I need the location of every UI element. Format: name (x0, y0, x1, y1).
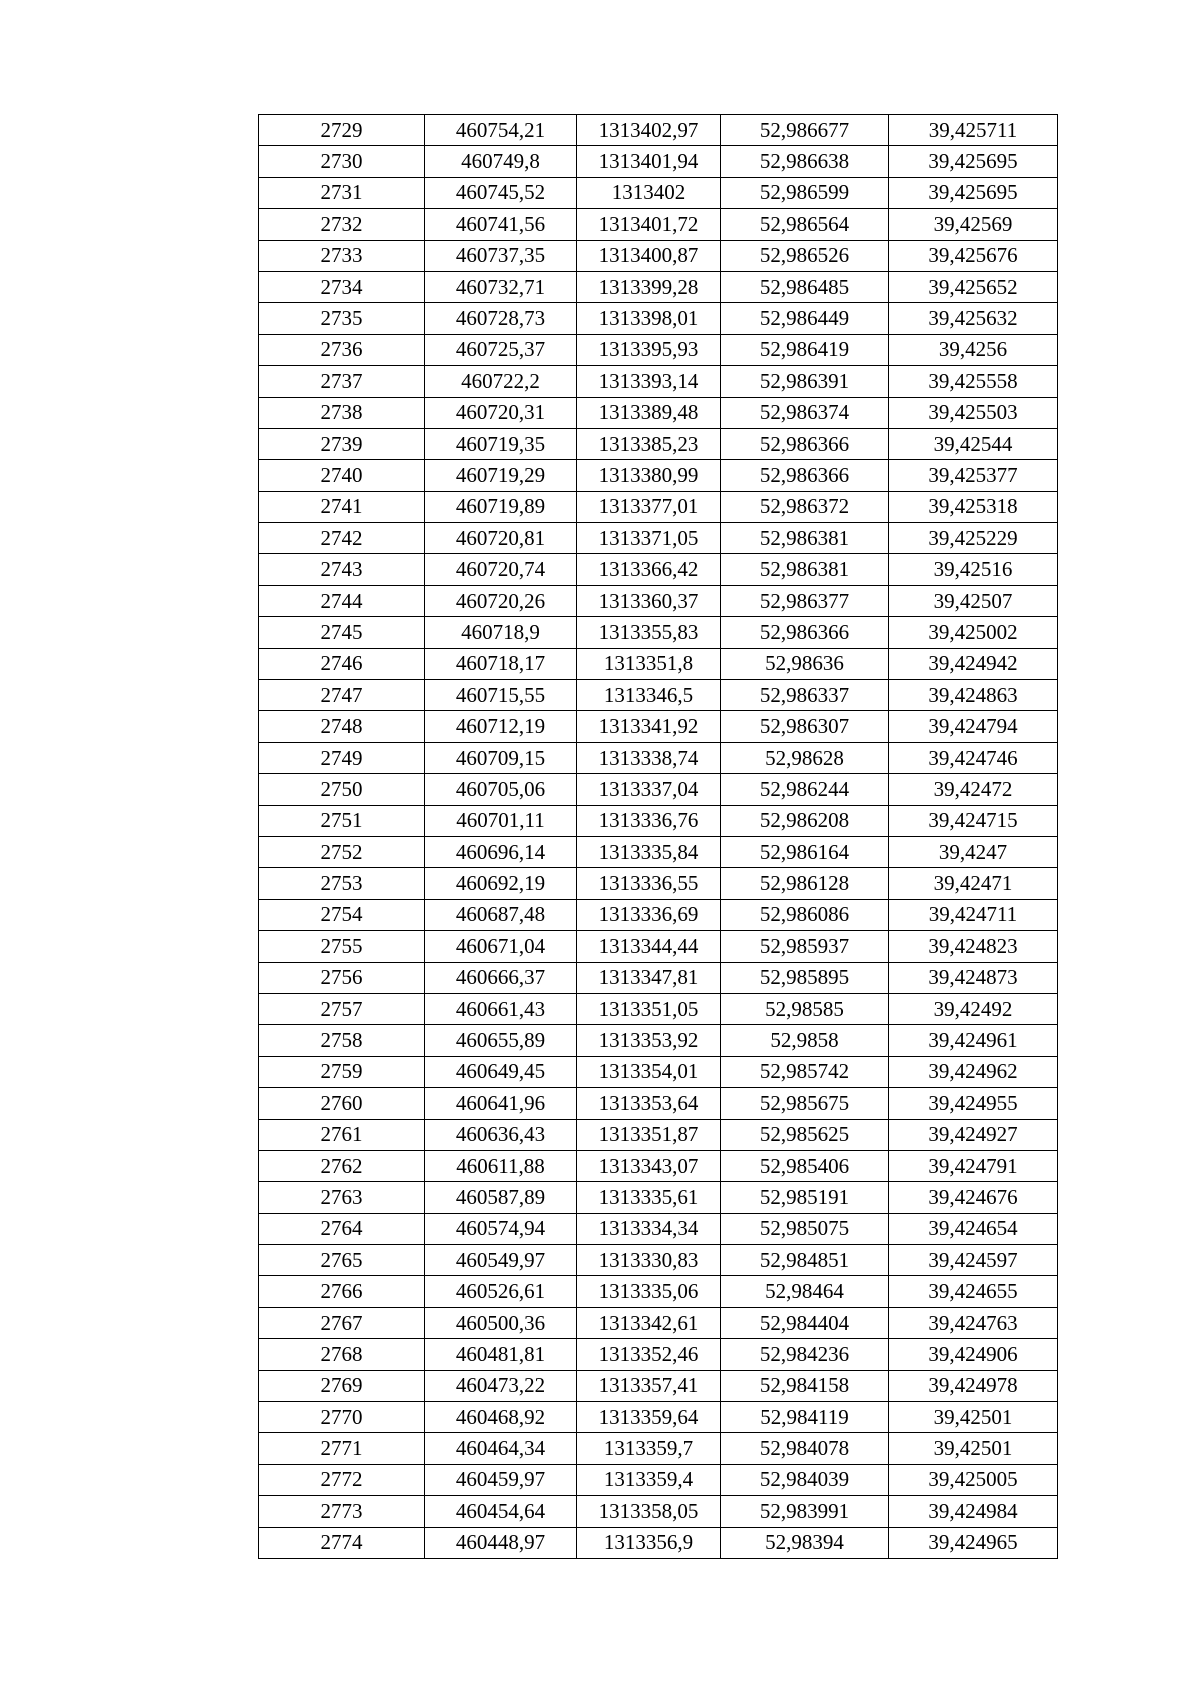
longitude-cell: 39,425558 (889, 366, 1058, 397)
table-row (259, 1245, 1058, 1276)
x-coordinate-cell: 460718,9 (425, 617, 577, 648)
y-coordinate-cell: 1313398,01 (577, 303, 721, 334)
table-row (259, 711, 1058, 742)
latitude-cell: 52,986381 (721, 523, 889, 554)
x-coordinate-cell: 460720,26 (425, 585, 577, 616)
longitude-cell: 39,425711 (889, 115, 1058, 146)
x-coordinate-cell: 460719,89 (425, 491, 577, 522)
longitude-cell: 39,42569 (889, 209, 1058, 240)
point-number-cell: 2734 (259, 271, 425, 302)
latitude-cell: 52,986526 (721, 240, 889, 271)
x-coordinate-cell: 460481,81 (425, 1339, 577, 1370)
y-coordinate-cell: 1313336,76 (577, 805, 721, 836)
y-coordinate-cell: 1313380,99 (577, 460, 721, 491)
point-number-cell: 2773 (259, 1496, 425, 1527)
point-number-cell: 2739 (259, 428, 425, 459)
longitude-cell: 39,425632 (889, 303, 1058, 334)
latitude-cell: 52,985675 (721, 1088, 889, 1119)
y-coordinate-cell: 1313389,48 (577, 397, 721, 428)
latitude-cell: 52,986366 (721, 428, 889, 459)
table-row (259, 680, 1058, 711)
longitude-cell: 39,42472 (889, 774, 1058, 805)
table-row (259, 366, 1058, 397)
table-row (259, 1527, 1058, 1558)
latitude-cell: 52,98394 (721, 1527, 889, 1558)
table-row (259, 1150, 1058, 1181)
latitude-cell: 52,98585 (721, 993, 889, 1024)
y-coordinate-cell: 1313359,7 (577, 1433, 721, 1464)
longitude-cell: 39,424927 (889, 1119, 1058, 1150)
latitude-cell: 52,984078 (721, 1433, 889, 1464)
latitude-cell: 52,986366 (721, 460, 889, 491)
point-number-cell: 2767 (259, 1307, 425, 1338)
table-row (259, 1182, 1058, 1213)
table-row (259, 1339, 1058, 1370)
point-number-cell: 2771 (259, 1433, 425, 1464)
longitude-cell: 39,424984 (889, 1496, 1058, 1527)
latitude-cell: 52,984851 (721, 1245, 889, 1276)
point-number-cell: 2759 (259, 1056, 425, 1087)
latitude-cell: 52,986208 (721, 805, 889, 836)
x-coordinate-cell: 460749,8 (425, 146, 577, 177)
x-coordinate-cell: 460611,88 (425, 1150, 577, 1181)
longitude-cell: 39,424955 (889, 1088, 1058, 1119)
table-row (259, 428, 1058, 459)
latitude-cell: 52,986128 (721, 868, 889, 899)
longitude-cell: 39,424711 (889, 899, 1058, 930)
point-number-cell: 2764 (259, 1213, 425, 1244)
latitude-cell: 52,986638 (721, 146, 889, 177)
point-number-cell: 2747 (259, 680, 425, 711)
point-number-cell: 2729 (259, 115, 425, 146)
y-coordinate-cell: 1313334,34 (577, 1213, 721, 1244)
point-number-cell: 2742 (259, 523, 425, 554)
table-row (259, 962, 1058, 993)
latitude-cell: 52,983991 (721, 1496, 889, 1527)
table-row (259, 397, 1058, 428)
point-number-cell: 2733 (259, 240, 425, 271)
y-coordinate-cell: 1313343,07 (577, 1150, 721, 1181)
longitude-cell: 39,4247 (889, 836, 1058, 867)
table-row (259, 554, 1058, 585)
table-row (259, 115, 1058, 146)
latitude-cell: 52,986485 (721, 271, 889, 302)
longitude-cell: 39,424942 (889, 648, 1058, 679)
point-number-cell: 2755 (259, 931, 425, 962)
latitude-cell: 52,986449 (721, 303, 889, 334)
x-coordinate-cell: 460464,34 (425, 1433, 577, 1464)
table-row (259, 334, 1058, 365)
y-coordinate-cell: 1313359,4 (577, 1464, 721, 1495)
longitude-cell: 39,424746 (889, 742, 1058, 773)
latitude-cell: 52,986419 (721, 334, 889, 365)
y-coordinate-cell: 1313351,8 (577, 648, 721, 679)
y-coordinate-cell: 1313341,92 (577, 711, 721, 742)
point-number-cell: 2737 (259, 366, 425, 397)
x-coordinate-cell: 460712,19 (425, 711, 577, 742)
longitude-cell: 39,42544 (889, 428, 1058, 459)
x-coordinate-cell: 460709,15 (425, 742, 577, 773)
y-coordinate-cell: 1313335,06 (577, 1276, 721, 1307)
latitude-cell: 52,984039 (721, 1464, 889, 1495)
latitude-cell: 52,986372 (721, 491, 889, 522)
point-number-cell: 2743 (259, 554, 425, 585)
longitude-cell: 39,424597 (889, 1245, 1058, 1276)
x-coordinate-cell: 460671,04 (425, 931, 577, 962)
y-coordinate-cell: 1313399,28 (577, 271, 721, 302)
x-coordinate-cell: 460745,52 (425, 177, 577, 208)
y-coordinate-cell: 1313354,01 (577, 1056, 721, 1087)
point-number-cell: 2752 (259, 836, 425, 867)
x-coordinate-cell: 460574,94 (425, 1213, 577, 1244)
table-row (259, 1402, 1058, 1433)
x-coordinate-cell: 460719,29 (425, 460, 577, 491)
longitude-cell: 39,425695 (889, 177, 1058, 208)
y-coordinate-cell: 1313359,64 (577, 1402, 721, 1433)
y-coordinate-cell: 1313330,83 (577, 1245, 721, 1276)
point-number-cell: 2746 (259, 648, 425, 679)
longitude-cell: 39,425652 (889, 271, 1058, 302)
longitude-cell: 39,424823 (889, 931, 1058, 962)
table-row (259, 460, 1058, 491)
latitude-cell: 52,985625 (721, 1119, 889, 1150)
point-number-cell: 2756 (259, 962, 425, 993)
y-coordinate-cell: 1313393,14 (577, 366, 721, 397)
point-number-cell: 2741 (259, 491, 425, 522)
x-coordinate-cell: 460720,31 (425, 397, 577, 428)
longitude-cell: 39,42501 (889, 1402, 1058, 1433)
table-row (259, 1119, 1058, 1150)
y-coordinate-cell: 1313346,5 (577, 680, 721, 711)
longitude-cell: 39,42501 (889, 1433, 1058, 1464)
latitude-cell: 52,986377 (721, 585, 889, 616)
x-coordinate-cell: 460692,19 (425, 868, 577, 899)
x-coordinate-cell: 460655,89 (425, 1025, 577, 1056)
table-row (259, 1025, 1058, 1056)
y-coordinate-cell: 1313377,01 (577, 491, 721, 522)
y-coordinate-cell: 1313355,83 (577, 617, 721, 648)
x-coordinate-cell: 460728,73 (425, 303, 577, 334)
longitude-cell: 39,424962 (889, 1056, 1058, 1087)
point-number-cell: 2760 (259, 1088, 425, 1119)
table-row (259, 491, 1058, 522)
table-row (259, 931, 1058, 962)
y-coordinate-cell: 1313366,42 (577, 554, 721, 585)
x-coordinate-cell: 460454,64 (425, 1496, 577, 1527)
y-coordinate-cell: 1313352,46 (577, 1339, 721, 1370)
latitude-cell: 52,986244 (721, 774, 889, 805)
x-coordinate-cell: 460666,37 (425, 962, 577, 993)
x-coordinate-cell: 460649,45 (425, 1056, 577, 1087)
longitude-cell: 39,42507 (889, 585, 1058, 616)
y-coordinate-cell: 1313335,61 (577, 1182, 721, 1213)
y-coordinate-cell: 1313351,05 (577, 993, 721, 1024)
y-coordinate-cell: 1313401,72 (577, 209, 721, 240)
table-row (259, 585, 1058, 616)
point-number-cell: 2751 (259, 805, 425, 836)
longitude-cell: 39,425318 (889, 491, 1058, 522)
x-coordinate-cell: 460725,37 (425, 334, 577, 365)
longitude-cell: 39,425002 (889, 617, 1058, 648)
latitude-cell: 52,986381 (721, 554, 889, 585)
table-row (259, 1276, 1058, 1307)
table-row (259, 993, 1058, 1024)
point-number-cell: 2732 (259, 209, 425, 240)
point-number-cell: 2763 (259, 1182, 425, 1213)
longitude-cell: 39,425676 (889, 240, 1058, 271)
x-coordinate-cell: 460636,43 (425, 1119, 577, 1150)
y-coordinate-cell: 1313357,41 (577, 1370, 721, 1401)
latitude-cell: 52,986564 (721, 209, 889, 240)
latitude-cell: 52,985191 (721, 1182, 889, 1213)
table-row (259, 523, 1058, 554)
latitude-cell: 52,984119 (721, 1402, 889, 1433)
y-coordinate-cell: 1313358,05 (577, 1496, 721, 1527)
point-number-cell: 2754 (259, 899, 425, 930)
x-coordinate-cell: 460705,06 (425, 774, 577, 805)
y-coordinate-cell: 1313338,74 (577, 742, 721, 773)
latitude-cell: 52,98464 (721, 1276, 889, 1307)
longitude-cell: 39,4256 (889, 334, 1058, 365)
coordinates-table-body (259, 115, 1058, 1559)
x-coordinate-cell: 460754,21 (425, 115, 577, 146)
table-row (259, 1088, 1058, 1119)
x-coordinate-cell: 460720,81 (425, 523, 577, 554)
y-coordinate-cell: 1313356,9 (577, 1527, 721, 1558)
longitude-cell: 39,424978 (889, 1370, 1058, 1401)
point-number-cell: 2738 (259, 397, 425, 428)
latitude-cell: 52,984404 (721, 1307, 889, 1338)
x-coordinate-cell: 460587,89 (425, 1182, 577, 1213)
point-number-cell: 2750 (259, 774, 425, 805)
point-number-cell: 2762 (259, 1150, 425, 1181)
table-row (259, 1370, 1058, 1401)
point-number-cell: 2761 (259, 1119, 425, 1150)
point-number-cell: 2736 (259, 334, 425, 365)
y-coordinate-cell: 1313385,23 (577, 428, 721, 459)
coordinates-table (258, 114, 1058, 1559)
y-coordinate-cell: 1313401,94 (577, 146, 721, 177)
point-number-cell: 2766 (259, 1276, 425, 1307)
longitude-cell: 39,425005 (889, 1464, 1058, 1495)
table-row (259, 303, 1058, 334)
point-number-cell: 2745 (259, 617, 425, 648)
point-number-cell: 2765 (259, 1245, 425, 1276)
longitude-cell: 39,424863 (889, 680, 1058, 711)
table-row (259, 209, 1058, 240)
table-row (259, 805, 1058, 836)
longitude-cell: 39,425695 (889, 146, 1058, 177)
latitude-cell: 52,98636 (721, 648, 889, 679)
y-coordinate-cell: 1313353,92 (577, 1025, 721, 1056)
latitude-cell: 52,985406 (721, 1150, 889, 1181)
point-number-cell: 2772 (259, 1464, 425, 1495)
longitude-cell: 39,42492 (889, 993, 1058, 1024)
table-row (259, 271, 1058, 302)
longitude-cell: 39,424654 (889, 1213, 1058, 1244)
y-coordinate-cell: 1313351,87 (577, 1119, 721, 1150)
longitude-cell: 39,424791 (889, 1150, 1058, 1181)
x-coordinate-cell: 460468,92 (425, 1402, 577, 1433)
x-coordinate-cell: 460719,35 (425, 428, 577, 459)
latitude-cell: 52,986337 (721, 680, 889, 711)
latitude-cell: 52,986374 (721, 397, 889, 428)
table-row (259, 868, 1058, 899)
latitude-cell: 52,985895 (721, 962, 889, 993)
longitude-cell: 39,424906 (889, 1339, 1058, 1370)
latitude-cell: 52,986677 (721, 115, 889, 146)
latitude-cell: 52,985075 (721, 1213, 889, 1244)
y-coordinate-cell: 1313344,44 (577, 931, 721, 962)
longitude-cell: 39,425377 (889, 460, 1058, 491)
x-coordinate-cell: 460701,11 (425, 805, 577, 836)
point-number-cell: 2744 (259, 585, 425, 616)
y-coordinate-cell: 1313336,55 (577, 868, 721, 899)
longitude-cell: 39,424676 (889, 1182, 1058, 1213)
latitude-cell: 52,984158 (721, 1370, 889, 1401)
latitude-cell: 52,986599 (721, 177, 889, 208)
table-row (259, 1213, 1058, 1244)
table-row (259, 1433, 1058, 1464)
point-number-cell: 2758 (259, 1025, 425, 1056)
y-coordinate-cell: 1313360,37 (577, 585, 721, 616)
longitude-cell: 39,424873 (889, 962, 1058, 993)
x-coordinate-cell: 460526,61 (425, 1276, 577, 1307)
table-row (259, 774, 1058, 805)
y-coordinate-cell: 1313402,97 (577, 115, 721, 146)
point-number-cell: 2770 (259, 1402, 425, 1433)
longitude-cell: 39,425229 (889, 523, 1058, 554)
latitude-cell: 52,986307 (721, 711, 889, 742)
point-number-cell: 2749 (259, 742, 425, 773)
x-coordinate-cell: 460741,56 (425, 209, 577, 240)
y-coordinate-cell: 1313342,61 (577, 1307, 721, 1338)
table-row (259, 1307, 1058, 1338)
point-number-cell: 2757 (259, 993, 425, 1024)
longitude-cell: 39,424763 (889, 1307, 1058, 1338)
x-coordinate-cell: 460473,22 (425, 1370, 577, 1401)
x-coordinate-cell: 460737,35 (425, 240, 577, 271)
x-coordinate-cell: 460720,74 (425, 554, 577, 585)
point-number-cell: 2753 (259, 868, 425, 899)
table-row (259, 1464, 1058, 1495)
y-coordinate-cell: 1313335,84 (577, 836, 721, 867)
x-coordinate-cell: 460448,97 (425, 1527, 577, 1558)
longitude-cell: 39,424965 (889, 1527, 1058, 1558)
point-number-cell: 2730 (259, 146, 425, 177)
table-row (259, 240, 1058, 271)
y-coordinate-cell: 1313347,81 (577, 962, 721, 993)
latitude-cell: 52,986164 (721, 836, 889, 867)
latitude-cell: 52,985937 (721, 931, 889, 962)
table-row (259, 617, 1058, 648)
table-row (259, 742, 1058, 773)
latitude-cell: 52,986366 (721, 617, 889, 648)
y-coordinate-cell: 1313395,93 (577, 334, 721, 365)
table-row (259, 1056, 1058, 1087)
table-row (259, 648, 1058, 679)
latitude-cell: 52,98628 (721, 742, 889, 773)
x-coordinate-cell: 460687,48 (425, 899, 577, 930)
point-number-cell: 2735 (259, 303, 425, 334)
point-number-cell: 2769 (259, 1370, 425, 1401)
y-coordinate-cell: 1313400,87 (577, 240, 721, 271)
x-coordinate-cell: 460718,17 (425, 648, 577, 679)
table-row (259, 1496, 1058, 1527)
x-coordinate-cell: 460661,43 (425, 993, 577, 1024)
x-coordinate-cell: 460641,96 (425, 1088, 577, 1119)
latitude-cell: 52,9858 (721, 1025, 889, 1056)
table-row (259, 899, 1058, 930)
point-number-cell: 2731 (259, 177, 425, 208)
longitude-cell: 39,424655 (889, 1276, 1058, 1307)
latitude-cell: 52,986391 (721, 366, 889, 397)
point-number-cell: 2774 (259, 1527, 425, 1558)
x-coordinate-cell: 460549,97 (425, 1245, 577, 1276)
table-row (259, 146, 1058, 177)
y-coordinate-cell: 1313371,05 (577, 523, 721, 554)
longitude-cell: 39,42471 (889, 868, 1058, 899)
x-coordinate-cell: 460459,97 (425, 1464, 577, 1495)
x-coordinate-cell: 460696,14 (425, 836, 577, 867)
longitude-cell: 39,424794 (889, 711, 1058, 742)
point-number-cell: 2740 (259, 460, 425, 491)
x-coordinate-cell: 460715,55 (425, 680, 577, 711)
longitude-cell: 39,42516 (889, 554, 1058, 585)
latitude-cell: 52,985742 (721, 1056, 889, 1087)
latitude-cell: 52,986086 (721, 899, 889, 930)
x-coordinate-cell: 460500,36 (425, 1307, 577, 1338)
table-row (259, 177, 1058, 208)
x-coordinate-cell: 460732,71 (425, 271, 577, 302)
y-coordinate-cell: 1313402 (577, 177, 721, 208)
y-coordinate-cell: 1313353,64 (577, 1088, 721, 1119)
x-coordinate-cell: 460722,2 (425, 366, 577, 397)
table-row (259, 836, 1058, 867)
longitude-cell: 39,424961 (889, 1025, 1058, 1056)
y-coordinate-cell: 1313336,69 (577, 899, 721, 930)
y-coordinate-cell: 1313337,04 (577, 774, 721, 805)
point-number-cell: 2768 (259, 1339, 425, 1370)
longitude-cell: 39,425503 (889, 397, 1058, 428)
longitude-cell: 39,424715 (889, 805, 1058, 836)
latitude-cell: 52,984236 (721, 1339, 889, 1370)
point-number-cell: 2748 (259, 711, 425, 742)
